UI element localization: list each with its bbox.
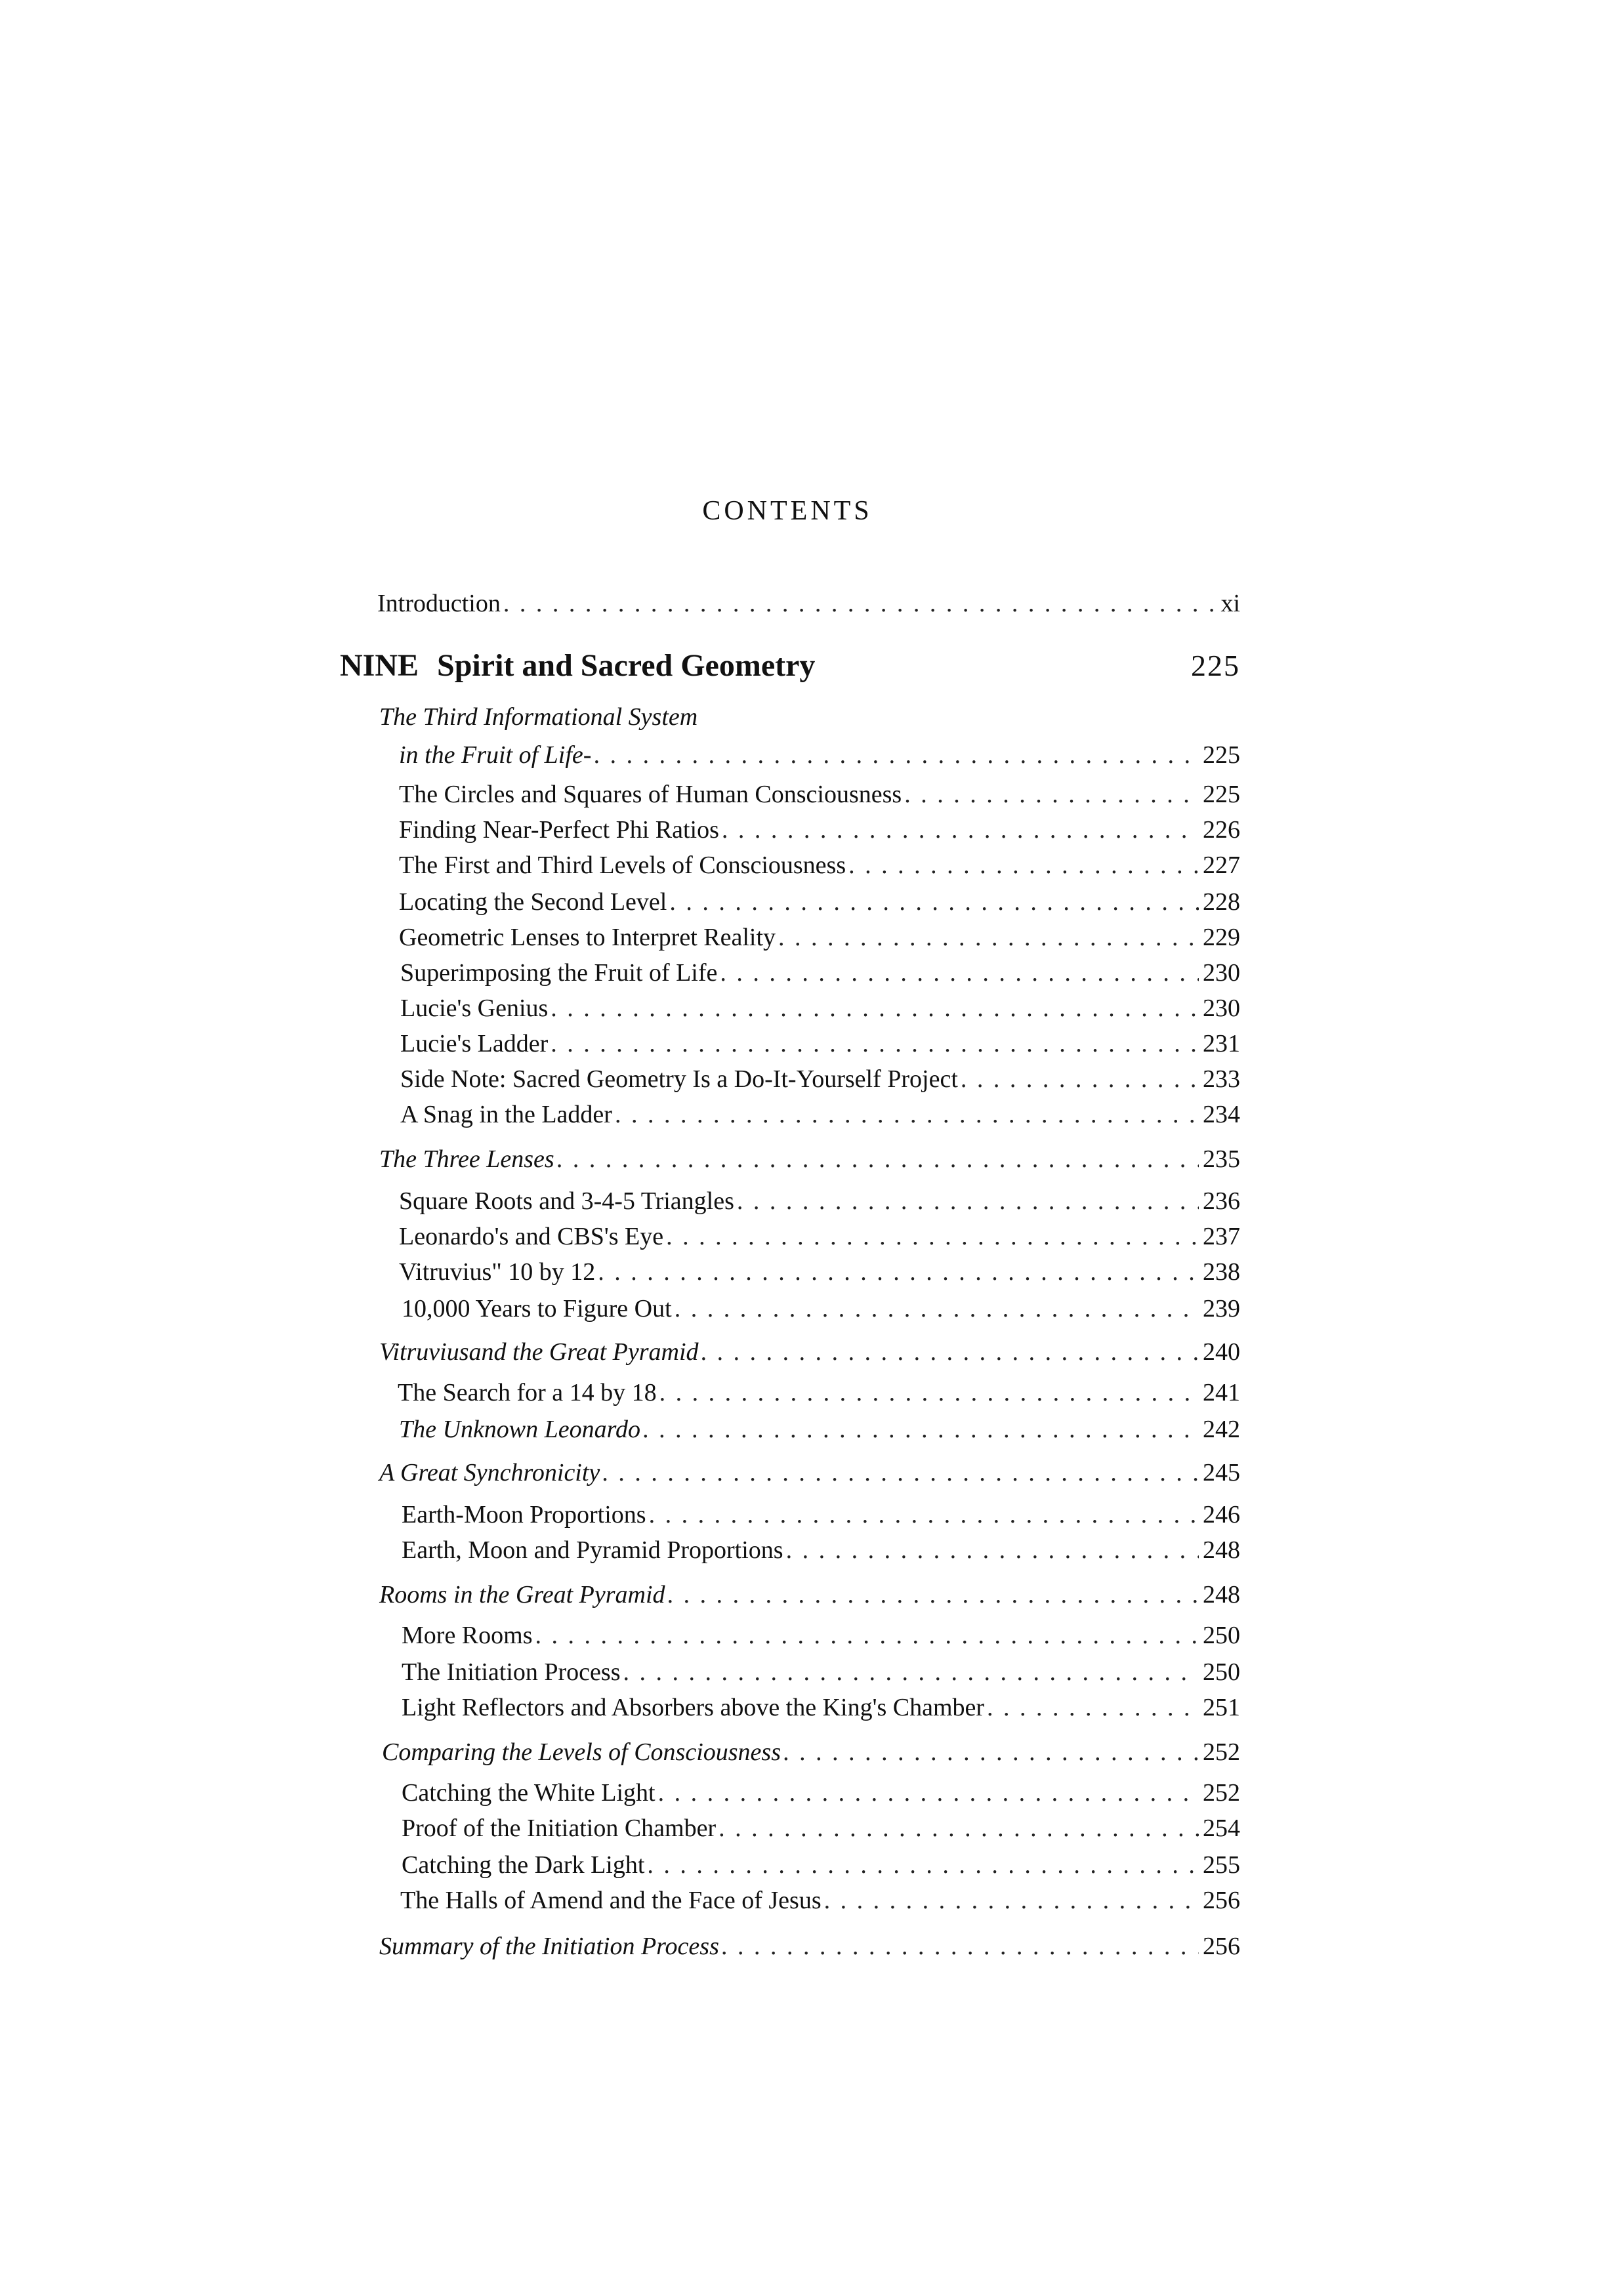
toc-subentry[interactable] [402,1292,1240,1325]
entry-title: Locating the Second Level [399,888,667,916]
toc-subentry[interactable] [400,1027,1240,1060]
toc-section-entry[interactable] [379,1578,1240,1611]
toc-subentry[interactable] [402,1534,1240,1567]
dot-leader [669,886,1199,918]
toc-subentry[interactable] [399,1256,1240,1288]
dot-leader [786,1534,1199,1567]
entry-title: in the Fruit of Life- [399,741,592,769]
entry-title: Lucie's Genius [400,994,549,1022]
toc-subentry[interactable] [399,849,1240,882]
toc-subentry[interactable] [400,1098,1240,1131]
entry-page: 233 [1203,1065,1240,1093]
toc-subentry[interactable] [400,992,1240,1025]
toc-section-entry[interactable] [382,1736,1240,1769]
dot-leader [848,849,1199,882]
toc-subentry[interactable] [402,1498,1240,1531]
entry-page: 237 [1203,1223,1240,1250]
toc-subentry[interactable] [398,1376,1240,1409]
toc-subentry[interactable] [402,1776,1240,1809]
entry-title: 10,000 Years to Figure Out [402,1295,672,1322]
entry-title: Summary of the Initiation Process [379,1933,719,1960]
toc-subentry[interactable] [399,1220,1240,1253]
dot-leader [598,1256,1199,1288]
entry-page: xi [1220,590,1240,617]
dot-leader [557,1143,1199,1176]
dot-leader [649,1498,1199,1531]
entry-page: 230 [1203,994,1240,1022]
entry-page: 229 [1203,924,1240,951]
dot-leader [904,778,1199,811]
dot-leader [675,1292,1199,1325]
dot-leader [658,1776,1199,1809]
entry-title: Leonardo's and CBS's Eye [399,1223,664,1250]
entry-page: 254 [1203,1814,1240,1842]
dot-leader [551,992,1199,1025]
entry-page: 239 [1203,1295,1240,1322]
entry-title: The Search for a 14 by 18 [398,1379,657,1406]
chapter-number: NINE [340,648,419,683]
dot-leader [987,1691,1199,1724]
dot-leader [643,1413,1199,1446]
entry-title: Superimposing the Fruit of Life [400,959,718,987]
entry-page: 234 [1203,1101,1240,1128]
entry-page: 228 [1203,888,1240,916]
entry-title: Introduction [377,590,501,617]
toc-entry-introduction[interactable] [377,587,1240,620]
entry-page: 252 [1203,1738,1240,1766]
toc-subentry[interactable] [400,1884,1240,1917]
entry-title: The Unknown Leonardo [399,1416,641,1443]
chapter-title: Spirit and Sacred Geometry [437,648,816,683]
dot-leader [666,1220,1199,1253]
entry-title: Vitruvius" 10 by 12 [399,1258,596,1286]
entry-page: 256 [1203,1933,1240,1960]
toc-subentry[interactable] [400,1063,1240,1096]
dot-leader [647,1849,1199,1881]
entry-title: The Initiation Process [402,1658,621,1686]
toc-subentry[interactable] [399,921,1240,954]
toc-subentry[interactable] [399,1413,1240,1446]
entry-page: 238 [1203,1258,1240,1286]
entry-title: Geometric Lenses to Interpret Reality [399,924,776,951]
entry-title: The Three Lenses [379,1145,554,1173]
dot-leader [503,587,1217,620]
dot-leader [961,1063,1199,1096]
entry-title: Square Roots and 3-4-5 Triangles [399,1187,734,1215]
toc-subentry[interactable] [399,886,1240,918]
entry-page: 252 [1203,1779,1240,1807]
entry-title: Catching the White Light [402,1779,656,1807]
toc-section-entry[interactable] [379,1143,1240,1176]
section-heading: The Third Informational System [379,703,698,731]
toc-subentry[interactable] [399,813,1240,846]
entry-page: 248 [1203,1581,1240,1609]
entry-title: Side Note: Sacred Geometry Is a Do-It-Yourself Project [400,1065,958,1093]
entry-page: 245 [1203,1459,1240,1486]
entry-page: 236 [1203,1187,1240,1215]
entry-page: 226 [1203,816,1240,844]
dot-leader [659,1376,1199,1409]
toc-section-entry[interactable] [379,1456,1240,1489]
dot-leader [783,1736,1199,1769]
entry-title: The Halls of Amend and the Face of Jesus [400,1887,822,1914]
dot-leader [718,1812,1199,1845]
dot-leader [623,1656,1199,1689]
entry-title: Light Reflectors and Absorbers above the King's Chamber [402,1694,985,1721]
page-title: CONTENTS [702,496,873,526]
entry-page: 250 [1203,1622,1240,1649]
entry-page: 225 [1203,781,1240,808]
entry-title: Earth, Moon and Pyramid Proportions [402,1536,783,1564]
entry-page: 255 [1203,1851,1240,1879]
entry-title: Rooms in the Great Pyramid [379,1581,665,1609]
entry-title: A Great Synchronicity [379,1459,600,1486]
entry-page: 241 [1203,1379,1240,1406]
entry-title: Lucie's Ladder [400,1030,549,1057]
toc-section-entry[interactable] [379,1336,1240,1368]
entry-page: 246 [1203,1501,1240,1528]
toc-subentry[interactable] [402,1849,1240,1881]
entry-title: Comparing the Levels of Consciousness [382,1738,781,1766]
entry-page: 250 [1203,1658,1240,1686]
dot-leader [615,1098,1199,1131]
entry-page: 251 [1203,1694,1240,1721]
dot-leader [824,1884,1199,1917]
toc-subentry[interactable] [399,778,1240,811]
entry-page: 231 [1203,1030,1240,1057]
toc-section-entry[interactable] [399,739,1240,771]
dot-leader [778,921,1199,954]
entry-page: 240 [1203,1338,1240,1366]
entry-page: 235 [1203,1145,1240,1173]
entry-title: The Circles and Squares of Human Consciousness [399,781,902,808]
chapter-heading[interactable] [340,643,1240,689]
dot-leader [602,1456,1199,1489]
dot-leader [720,956,1199,989]
dot-leader [594,739,1199,771]
toc-section-entry[interactable] [379,1930,1240,1963]
entry-title: More Rooms [402,1622,533,1649]
dot-leader [722,813,1199,846]
toc-subentry[interactable] [399,1185,1240,1218]
entry-title: Earth-Moon Proportions [402,1501,646,1528]
entry-title: A Snag in the Ladder [400,1101,612,1128]
dot-leader [535,1619,1199,1652]
entry-page: 230 [1203,959,1240,987]
dot-leader [551,1027,1199,1060]
entry-page: 227 [1203,851,1240,879]
entry-title: Catching the Dark Light [402,1851,645,1879]
dot-leader [737,1185,1199,1218]
toc-subentry[interactable] [402,1691,1240,1724]
dot-leader [701,1336,1199,1368]
entry-page: 225 [1203,741,1240,769]
toc-subentry[interactable] [402,1619,1240,1652]
entry-page: 242 [1203,1416,1240,1443]
dot-leader [722,1930,1199,1963]
entry-title: The First and Third Levels of Consciousness [399,851,846,879]
toc-subentry[interactable] [400,956,1240,989]
toc-subentry[interactable] [402,1812,1240,1845]
chapter-page: 225 [1191,649,1240,682]
dot-leader [668,1578,1199,1611]
toc-subentry[interactable] [402,1656,1240,1689]
entry-title: Vitruviusand the Great Pyramid [379,1338,699,1366]
entry-page: 248 [1203,1536,1240,1564]
entry-title: Proof of the Initiation Chamber [402,1814,717,1842]
entry-page: 256 [1203,1887,1240,1914]
entry-title: Finding Near-Perfect Phi Ratios [399,816,719,844]
